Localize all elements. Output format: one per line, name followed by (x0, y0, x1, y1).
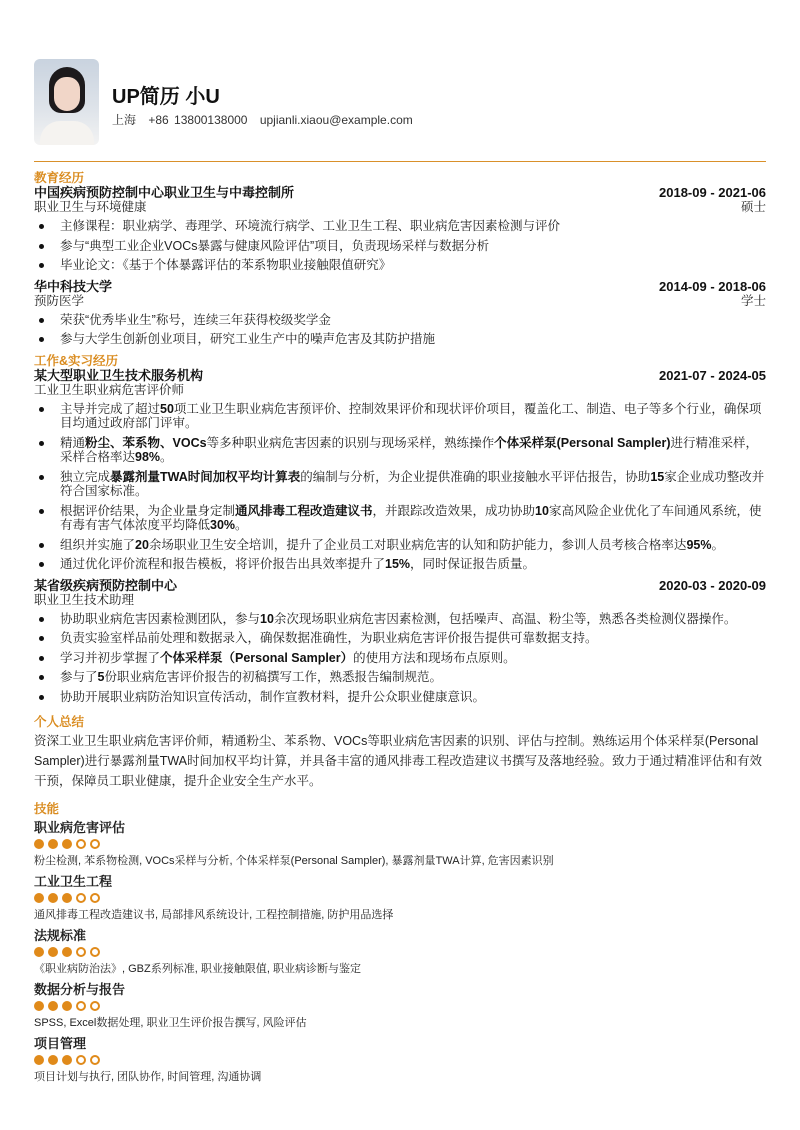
entry-head (34, 185, 766, 200)
role: 预防医学 (34, 293, 85, 308)
bullet-list (34, 219, 766, 273)
phone: +86 13800138000 (148, 113, 248, 127)
skill-name: 职业病危害评估 (34, 820, 126, 835)
skill-level (34, 839, 766, 849)
level-dot (76, 1055, 86, 1065)
entry-sub (34, 200, 766, 214)
skill-name: 项目管理 (34, 1036, 87, 1051)
skill-item (34, 874, 766, 922)
bullet-item (34, 612, 766, 627)
text: 组织并实施了 (60, 537, 136, 552)
text: 。 (160, 450, 173, 464)
bold-text: 15 (650, 469, 665, 484)
text: 毕业论文：《基于个体暴露评估的苯系物职业接触限值研究》 (60, 258, 392, 272)
bullet-item (34, 402, 766, 431)
level-dot (48, 1001, 58, 1011)
entry-head (34, 578, 766, 593)
organization: 某省级疾病预防控制中心 (34, 577, 178, 593)
entry-head (34, 279, 766, 294)
text: 份职业病危害评价报告的初稿撰写工作，熟悉报告编制规范。 (104, 670, 442, 684)
text: 主修课程：职业病学、毒理学、环境流行病学、工业卫生工程、职业病危害因素检测与评价 (60, 219, 561, 233)
degree: 学士 (740, 293, 766, 308)
skill-item (34, 1036, 766, 1084)
text: 余次现场职业病危害因素检测，包括噪声、高温、粉尘等，熟悉各类检测仪器操作。 (273, 611, 737, 626)
level-dot (34, 947, 44, 957)
email[interactable]: upjianli.xiaou@example.com (259, 113, 413, 127)
text: 家高风险企业优化了车间通风系统，使有毒有害气体浓度平均降低 (60, 503, 762, 532)
bullet-item (34, 332, 766, 347)
level-dot (62, 947, 72, 957)
contact-info (112, 111, 420, 128)
text: 根据评价结果，为企业量身定制 (60, 503, 236, 518)
level-dot (48, 839, 58, 849)
level-dot (62, 893, 72, 903)
level-dot (76, 839, 86, 849)
text: 参与“典型工业企业VOCs暴露与健康风险评估”项目，负责现场采样与数据分析 (60, 238, 490, 253)
text: 的编制与分析，为企业提供准确的职业接触水平评估报告，协助 (300, 469, 651, 484)
role: 工业卫生职业病危害评价师 (34, 382, 185, 397)
bullet-list (34, 612, 766, 705)
text: 。 (711, 537, 724, 552)
level-dot (90, 1001, 100, 1011)
bold-text: 30% (210, 518, 236, 532)
skill-desc: 粉尘检测, 苯系物检测, VOCs采样与分析, 个体采样泵(Personal Sampler), 暴露剂量TWA计算, 危害因素识别 (34, 855, 554, 867)
candidate-name: UP简历 小U (112, 86, 220, 108)
text: 等多种职业病危害因素的识别与现场采样，熟练操作 (206, 435, 495, 450)
bullet-list (34, 402, 766, 572)
level-dot (76, 947, 86, 957)
skill-item (34, 982, 766, 1030)
level-dot (48, 947, 58, 957)
education-title: 教育经历 (34, 171, 85, 185)
bullet-item (34, 436, 766, 465)
skill-level (34, 947, 766, 957)
bullet-item (34, 258, 766, 273)
text: 协助开展职业病防治知识宣传活动，制作宣教材料，提升公众职业健康意识。 (60, 689, 486, 704)
role: 职业卫生技术助理 (34, 592, 135, 607)
skill-name: 法规标准 (34, 928, 87, 943)
date-range: 2020-03 - 2020-09 (659, 577, 766, 593)
date-range: 2018-09 - 2021-06 (659, 185, 766, 200)
text: 独立完成 (60, 469, 111, 484)
text: 家企业成功整改并符合国家标准。 (60, 469, 765, 498)
skill-name: 工业卫生工程 (34, 874, 113, 889)
bold-text: 个体采样泵（Personal Sampler） (160, 650, 354, 665)
bold-text: 50 (160, 401, 174, 416)
education-section (34, 185, 766, 347)
skills-title: 技能 (34, 802, 60, 816)
city: 上海 (112, 113, 137, 127)
text: ，同时保证报告质量。 (410, 557, 536, 571)
bold-text: 个体采样泵(Personal Sampler) (494, 435, 671, 450)
resume-page (34, 0, 766, 1090)
level-dot (90, 1055, 100, 1065)
level-dot (34, 893, 44, 903)
degree: 硕士 (740, 200, 766, 214)
level-dot (34, 839, 44, 849)
bullet-item (34, 557, 766, 572)
entry (34, 279, 766, 347)
bold-text: 通风排毒工程改造建议书 (235, 503, 373, 518)
text: 参与大学生创新创业项目，研究工业生产中的噪声危害及其防护措施 (60, 332, 436, 346)
text: 主导并完成了超过 (60, 401, 161, 416)
level-dot (90, 893, 100, 903)
skill-desc: SPSS, Excel数据处理, 职业卫生评价报告撰写, 风险评估 (34, 1017, 307, 1029)
entry (34, 185, 766, 273)
text: 项工业卫生职业病危害预评价、控制效果评价和现状评价项目，覆盖化工、制造、电子等多个行业，确保项目均通过政府部门评审。 (60, 401, 762, 430)
text: 荣获“优秀毕业生”称号，连续三年获得校级奖学金 (60, 312, 331, 327)
work-title: 工作&实习经历 (34, 353, 119, 368)
profile-photo (34, 59, 99, 145)
summary-text: 资深工业卫生职业病危害评价师，精通粉尘、苯系物、VOCs等职业病危害因素的识别、评估与控制。熟练运用个体采样泵(Personal Sampler)进行暴露剂量TWA时间加权平均计算，并具备丰富的通风排毒工程改造建议书撰写及落地经验。致力于通过精准评估和有效干预，保障员工职业健康，提升企业安全生产水平。 (34, 734, 763, 788)
bullet-item (34, 470, 766, 499)
text: 余场职业卫生安全培训，提升了企业员工对职业病危害的认知和防护能力，参训人员考核合格率达 (148, 537, 687, 552)
bullet-item (34, 313, 766, 328)
level-dot (48, 1055, 58, 1065)
bullet-list (34, 313, 766, 347)
work-section (34, 368, 766, 705)
level-dot (48, 893, 58, 903)
bullet-item (34, 670, 766, 685)
text: 学习并初步掌握了 (60, 650, 161, 665)
skill-level (34, 1001, 766, 1011)
text: 协助职业病危害因素检测团队，参与 (60, 611, 261, 626)
level-dot (90, 947, 100, 957)
organization: 某大型职业卫生技术服务机构 (34, 367, 204, 383)
entry (34, 578, 766, 705)
level-dot (34, 1001, 44, 1011)
date-range: 2014-09 - 2018-06 (659, 278, 766, 294)
skill-item (34, 928, 766, 976)
skill-desc: 通风排毒工程改造建议书, 局部排风系统设计, 工程控制措施, 防护用品选择 (34, 909, 394, 921)
bullet-item (34, 538, 766, 553)
entry-head (34, 368, 766, 383)
organization: 中国疾病预防控制中心职业卫生与中毒控制所 (34, 185, 295, 200)
text: 的使用方法和现场布点原则。 (353, 650, 516, 665)
text: 通过优化评价流程和报告模板，将评价报告出具效率提升了 (60, 557, 386, 571)
entry-sub (34, 383, 766, 397)
text: 参与了 (60, 670, 98, 684)
bullet-item (34, 239, 766, 254)
text: 负责实验室样品前处理和数据录入，确保数据准确性，为职业病危害评价报告提供可靠数据支持。 (60, 631, 598, 645)
text: 。 (235, 518, 248, 532)
text: ，并跟踪改造效果，成功协助 (372, 503, 536, 518)
level-dot (34, 1055, 44, 1065)
level-dot (76, 893, 86, 903)
entry-sub (34, 294, 766, 308)
text: 精通 (60, 435, 86, 450)
bullet-item (34, 690, 766, 705)
date-range: 2021-07 - 2024-05 (659, 367, 766, 383)
skill-name: 数据分析与报告 (34, 982, 126, 997)
bullet-item (34, 651, 766, 666)
bullet-item (34, 631, 766, 646)
bold-text: 暴露剂量TWA时间加权平均计算表 (110, 469, 301, 484)
entry (34, 368, 766, 572)
level-dot (76, 1001, 86, 1011)
resume-header (34, 0, 766, 161)
level-dot (90, 839, 100, 849)
bold-text: 10 (260, 611, 274, 626)
skill-level (34, 893, 766, 903)
header-divider (34, 161, 766, 162)
text: 进行精准采样，采样合格率达 (60, 435, 759, 464)
skill-desc: 项目计划与执行, 团队协作, 时间管理, 沟通协调 (34, 1071, 262, 1083)
level-dot (62, 839, 72, 849)
bullet-item (34, 219, 766, 234)
bold-text: 98% (135, 450, 161, 464)
bullet-item (34, 504, 766, 533)
level-dot (62, 1055, 72, 1065)
summary-title: 个人总结 (34, 715, 85, 729)
bold-text: 10 (535, 503, 549, 518)
skill-desc: 《职业病防治法》, GBZ系列标准, 职业接触限值, 职业病诊断与鉴定 (34, 963, 361, 975)
organization: 华中科技大学 (34, 278, 113, 294)
skill-level (34, 1055, 766, 1065)
bold-text: 15% (385, 557, 411, 571)
bold-text: 95% (686, 537, 712, 552)
skill-item (34, 820, 766, 868)
role: 职业卫生与环境健康 (34, 200, 147, 214)
level-dot (62, 1001, 72, 1011)
bold-text: 20 (135, 537, 149, 552)
bold-text: 粉尘、苯系物、VOCs (85, 435, 207, 450)
skills-section (34, 820, 766, 1084)
entry-sub (34, 593, 766, 607)
bold-text: 5 (97, 670, 105, 684)
